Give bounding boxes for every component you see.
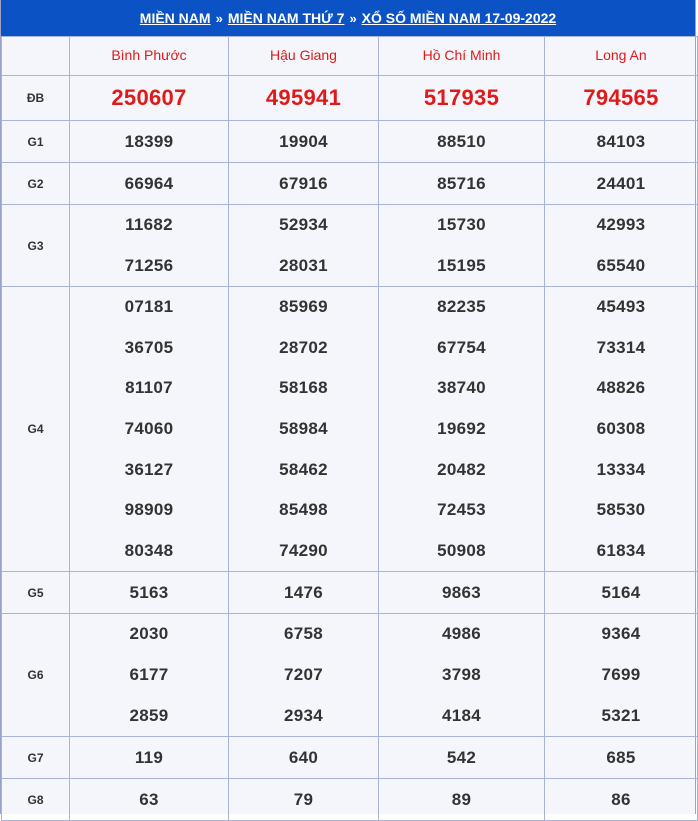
prize-number: 48826	[596, 378, 646, 398]
prize-number: 495941	[265, 85, 342, 110]
prize-number: 07181	[124, 297, 174, 317]
prize-cell	[70, 779, 229, 821]
prize-number: 2859	[129, 705, 169, 725]
prize-row	[2, 121, 698, 163]
prize-number: 52934	[279, 215, 328, 235]
prize-number: 13334	[596, 459, 646, 479]
prize-number: 36705	[124, 337, 174, 357]
prize-cell	[70, 614, 229, 737]
prize-number: 517935	[423, 85, 500, 110]
province-name	[545, 37, 698, 76]
province-name	[379, 37, 545, 76]
prize-number: 794565	[583, 85, 659, 110]
breadcrumb-link-mien-nam[interactable]: MIỀN NAM	[139, 10, 211, 26]
prize-number: 89	[451, 789, 472, 809]
breadcrumb-separator: »	[215, 10, 223, 26]
prize-number: 5164	[601, 582, 641, 602]
prize-cell	[70, 163, 229, 205]
prize-number: 28031	[279, 255, 328, 275]
prize-row	[2, 287, 698, 572]
prize-number: 4184	[441, 705, 482, 725]
prize-number: 84103	[596, 131, 646, 151]
prize-numbers	[379, 205, 544, 286]
prize-number: 2934	[283, 705, 324, 725]
prize-cell	[545, 205, 698, 287]
prize-cell	[545, 737, 698, 779]
prize-label: ĐB	[2, 76, 70, 121]
prize-cell	[229, 205, 379, 287]
prize-numbers	[229, 287, 378, 571]
prize-label: G7	[2, 737, 70, 779]
prize-numbers	[545, 121, 697, 162]
prize-numbers	[545, 287, 697, 571]
prize-cell	[379, 163, 545, 205]
prize-number: 58530	[596, 500, 646, 520]
prize-numbers	[229, 614, 378, 736]
prize-numbers	[70, 163, 228, 204]
prize-cell	[70, 287, 229, 572]
results-table	[1, 36, 698, 821]
prize-number: 81107	[125, 378, 173, 398]
prize-number: 80348	[124, 540, 174, 560]
prize-number: 61834	[596, 540, 646, 560]
prize-cell	[379, 779, 545, 821]
province-name	[70, 37, 229, 76]
prize-cell	[545, 572, 698, 614]
prize-number: 119	[134, 747, 164, 767]
prize-number: 542	[446, 747, 477, 767]
prize-number: 6177	[129, 664, 169, 684]
prize-numbers	[379, 737, 544, 778]
prize-number: 72453	[437, 500, 486, 520]
prize-number: 82235	[437, 297, 486, 317]
prize-label: G2	[2, 163, 70, 205]
prize-numbers	[229, 76, 378, 120]
prize-number: 28702	[279, 337, 328, 357]
prize-number: 2030	[129, 624, 169, 644]
prize-number: 9364	[601, 624, 641, 644]
prize-number: 66964	[124, 173, 174, 193]
prize-number: 1476	[283, 582, 324, 602]
prize-cell	[379, 572, 545, 614]
prize-numbers	[379, 121, 544, 162]
prize-numbers	[70, 737, 228, 778]
prize-numbers	[229, 205, 378, 286]
prize-number: 60308	[596, 418, 646, 438]
prize-cell	[70, 76, 229, 121]
prize-cell	[229, 121, 379, 163]
prize-label: G3	[2, 205, 70, 287]
prize-number: 3798	[441, 664, 482, 684]
prize-numbers	[70, 205, 228, 286]
prize-number: 4986	[441, 624, 482, 644]
prize-numbers	[229, 121, 378, 162]
prize-numbers	[545, 205, 697, 286]
prize-cell	[545, 779, 698, 821]
prize-cell	[70, 572, 229, 614]
prize-number: 85498	[279, 500, 328, 520]
prize-number: 85716	[437, 173, 486, 193]
province-label: Long An	[595, 47, 647, 63]
prize-number: 11682	[125, 215, 173, 235]
prize-cell	[379, 614, 545, 737]
prize-cell	[229, 572, 379, 614]
prize-numbers	[545, 572, 697, 613]
prize-number: 63	[139, 789, 159, 809]
breadcrumb-link-xo-so-date[interactable]: XỔ SỐ MIỀN NAM 17-09-2022	[361, 10, 557, 26]
prize-number: 6758	[283, 624, 324, 644]
prize-numbers	[545, 76, 697, 120]
prize-cell	[229, 737, 379, 779]
prize-cell	[70, 121, 229, 163]
prize-label: G1	[2, 121, 70, 163]
prize-row	[2, 572, 698, 614]
prize-number: 86	[611, 789, 631, 809]
prize-number: 50908	[437, 540, 486, 560]
prize-number: 58462	[279, 459, 328, 479]
prize-cell	[70, 737, 229, 779]
prize-numbers	[70, 76, 228, 120]
prize-number: 38740	[437, 378, 486, 398]
province-name	[229, 37, 379, 76]
prize-number: 71256	[124, 255, 174, 275]
prize-number: 88510	[437, 131, 486, 151]
prize-number: 65540	[596, 255, 646, 275]
prize-number: 58168	[279, 378, 328, 398]
prize-numbers	[379, 76, 544, 120]
corner-cell	[2, 37, 70, 76]
prize-cell	[379, 737, 545, 779]
prize-cell	[379, 121, 545, 163]
prize-number: 98909	[124, 500, 174, 520]
prize-numbers	[70, 614, 228, 736]
prize-number: 250607	[111, 85, 187, 110]
prize-cell	[545, 614, 698, 737]
prize-number: 74290	[279, 540, 328, 560]
prize-cell	[379, 76, 545, 121]
prize-numbers	[545, 614, 697, 736]
prize-cell	[545, 287, 698, 572]
prize-row	[2, 779, 698, 821]
prize-number: 15195	[437, 255, 486, 275]
prize-number: 67754	[437, 337, 486, 357]
breadcrumb-link-mien-nam-thu-7[interactable]: MIỀN NAM THỨ 7	[227, 10, 345, 26]
prize-cell	[229, 614, 379, 737]
prize-number: 19692	[437, 418, 486, 438]
province-header-row	[2, 37, 698, 76]
prize-number: 5163	[129, 582, 169, 602]
province-label: Bình Phước	[111, 47, 187, 63]
prize-cell	[229, 287, 379, 572]
prize-numbers	[70, 121, 228, 162]
prize-numbers	[379, 287, 544, 571]
province-label: Hồ Chí Minh	[422, 47, 501, 63]
prize-number: 15730	[437, 215, 486, 235]
prize-number: 9863	[441, 582, 482, 602]
prize-row	[2, 614, 698, 737]
prize-row	[2, 205, 698, 287]
prize-numbers	[545, 737, 697, 778]
prize-number: 36127	[124, 459, 174, 479]
prize-number: 45493	[596, 297, 646, 317]
prize-cell	[545, 163, 698, 205]
province-label: Hậu Giang	[270, 47, 337, 63]
prize-cell	[545, 76, 698, 121]
prize-number: 19904	[279, 131, 328, 151]
prize-cell	[379, 287, 545, 572]
prize-number: 85969	[279, 297, 328, 317]
prize-number: 73314	[596, 337, 646, 357]
prize-number: 58984	[279, 418, 328, 438]
prize-cell	[379, 205, 545, 287]
prize-numbers	[379, 163, 544, 204]
prize-number: 74060	[124, 418, 174, 438]
prize-number: 20482	[437, 459, 486, 479]
prize-numbers	[70, 572, 228, 613]
prize-cell	[545, 121, 698, 163]
breadcrumb	[1, 0, 695, 36]
prize-label: G8	[2, 779, 70, 821]
prize-row	[2, 737, 698, 779]
prize-number: 67916	[279, 173, 328, 193]
prize-numbers	[229, 737, 378, 778]
prize-number: 24401	[596, 173, 646, 193]
prize-number: 5321	[601, 705, 641, 725]
prize-row	[2, 163, 698, 205]
prize-numbers	[545, 163, 697, 204]
prize-label: G6	[2, 614, 70, 737]
breadcrumb-separator: »	[349, 10, 357, 26]
prize-number: 7699	[601, 664, 641, 684]
prize-numbers	[70, 287, 228, 571]
prize-number: 42993	[596, 215, 646, 235]
prize-number: 79	[293, 789, 314, 809]
prize-label: G4	[2, 287, 70, 572]
prize-numbers	[379, 572, 544, 613]
prize-cell	[70, 205, 229, 287]
prize-number: 640	[288, 747, 319, 767]
prize-number: 7207	[283, 664, 324, 684]
prize-numbers	[229, 163, 378, 204]
prize-cell	[229, 76, 379, 121]
prize-cell	[229, 779, 379, 821]
prize-number: 685	[606, 747, 636, 767]
prize-row	[2, 76, 698, 121]
prize-label: G5	[2, 572, 70, 614]
prize-numbers	[379, 614, 544, 736]
prize-numbers	[229, 572, 378, 613]
prize-number: 18399	[124, 131, 174, 151]
prize-cell	[229, 163, 379, 205]
